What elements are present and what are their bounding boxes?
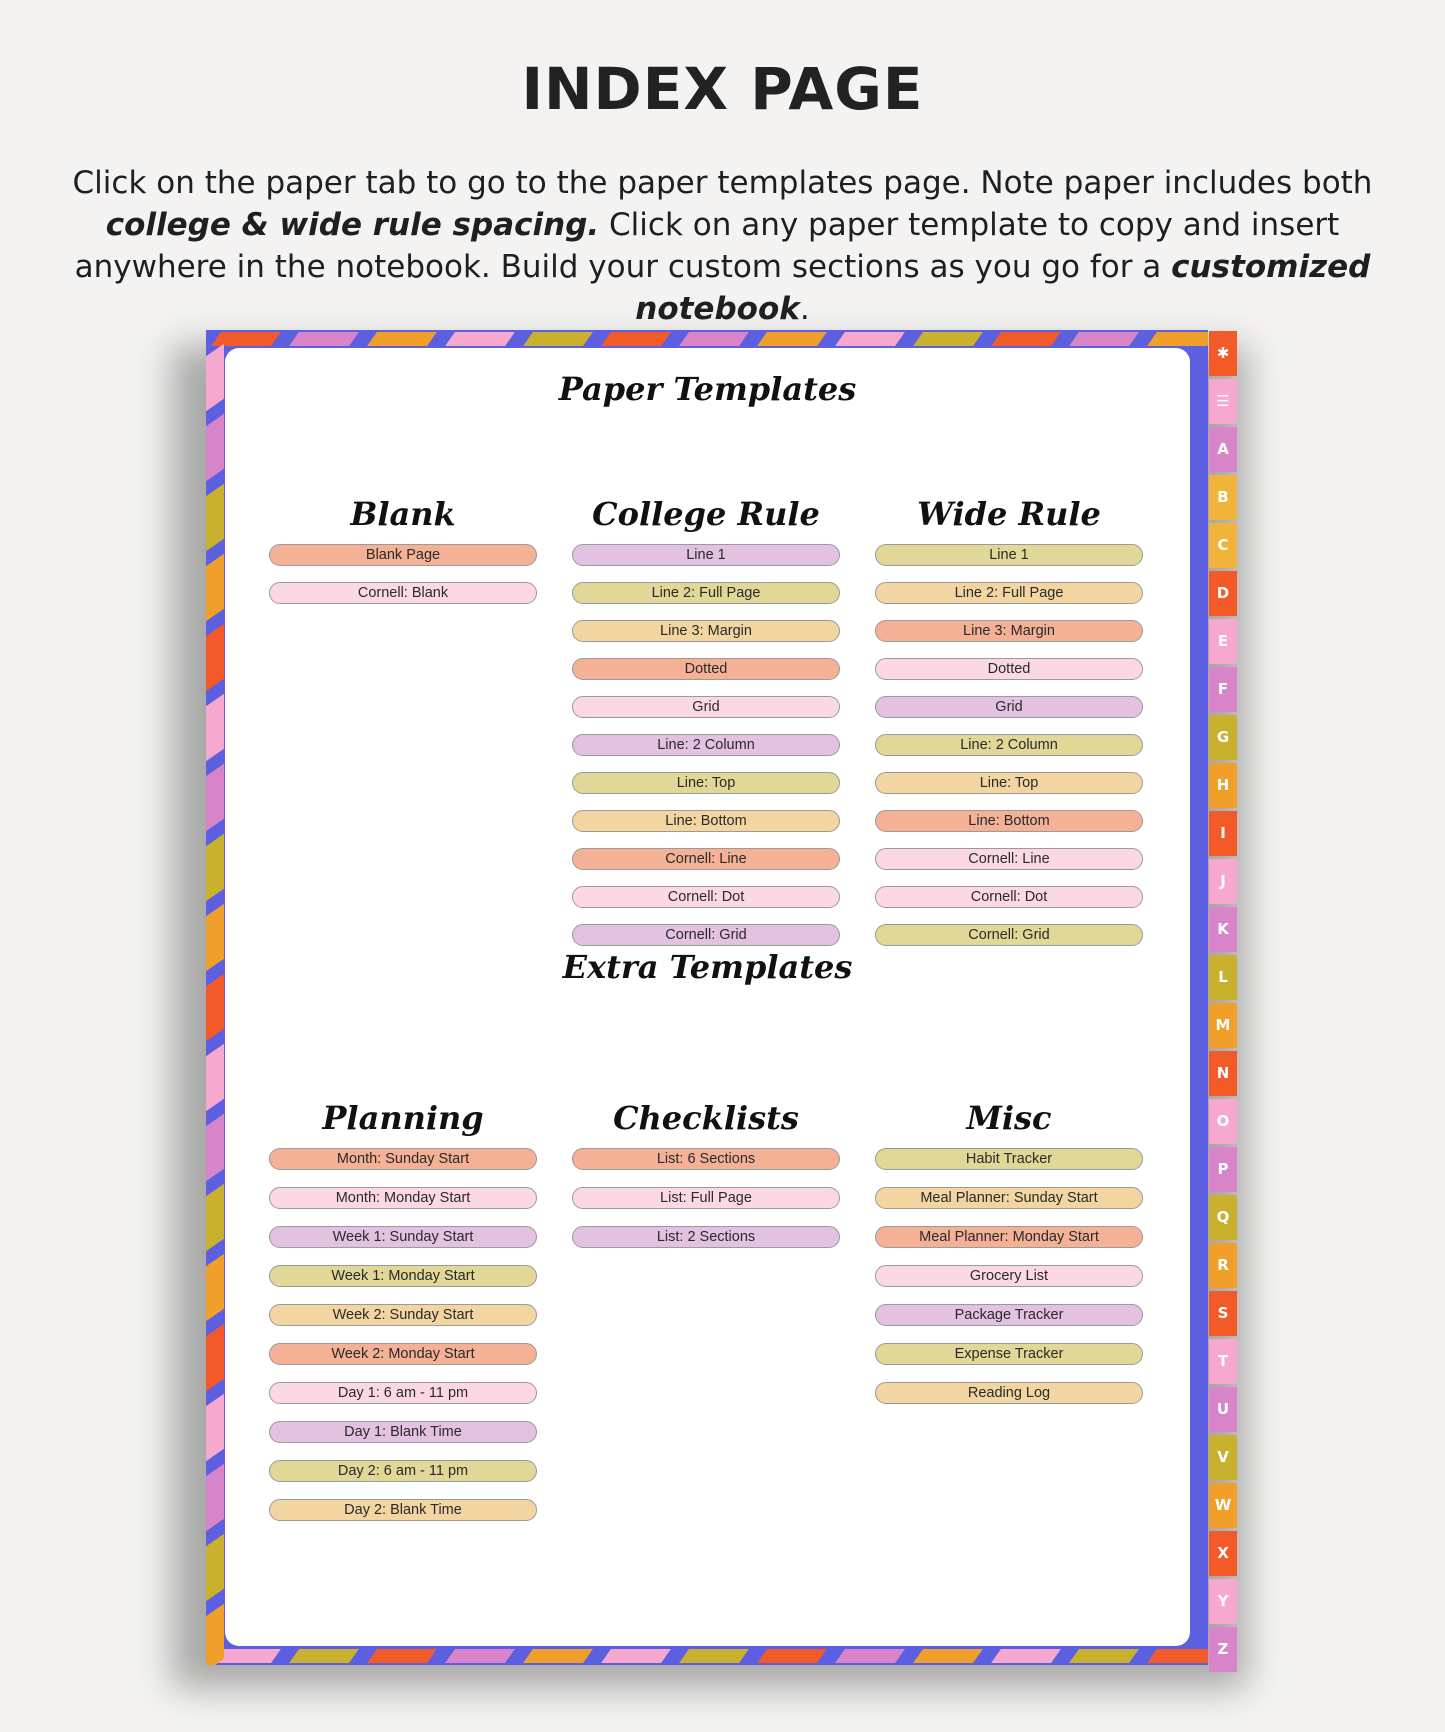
template-link[interactable]: Line 3: Margin xyxy=(875,620,1143,642)
tab-w[interactable] xyxy=(1209,1483,1237,1528)
extra_templates-column-1 xyxy=(572,1096,840,1265)
paper_templates-column-2 xyxy=(875,492,1143,962)
template-link[interactable]: Expense Tracker xyxy=(875,1343,1143,1365)
border-stripe xyxy=(206,764,224,832)
tab-o[interactable] xyxy=(1209,1099,1237,1144)
tab-label: Z xyxy=(1217,1640,1229,1658)
border-stripe xyxy=(601,332,671,346)
tab-c[interactable] xyxy=(1209,523,1237,568)
tab-v[interactable] xyxy=(1209,1435,1237,1480)
tab-a[interactable] xyxy=(1209,427,1237,472)
template-link[interactable]: Line 2: Full Page xyxy=(572,582,840,604)
border-stripe xyxy=(206,344,224,412)
template-link[interactable]: Cornell: Blank xyxy=(269,582,537,604)
extra-templates-heading: Extra Templates xyxy=(562,948,853,986)
template-link[interactable]: Package Tracker xyxy=(875,1304,1143,1326)
paper_templates-column-1 xyxy=(572,492,840,962)
template-link[interactable]: Grocery List xyxy=(875,1265,1143,1287)
border-stripe xyxy=(206,834,224,902)
border-stripe xyxy=(206,1534,224,1602)
asterisk-icon: ✱ xyxy=(1216,344,1230,362)
border-stripe xyxy=(601,1649,671,1663)
paper_templates-column-title: Wide Rule xyxy=(917,495,1101,533)
tab-label: O xyxy=(1216,1112,1230,1130)
tab-z[interactable] xyxy=(1209,1627,1237,1672)
border-stripe xyxy=(206,1604,224,1665)
tab-label: U xyxy=(1216,1400,1230,1418)
border-stripe xyxy=(445,1649,515,1663)
template-link[interactable]: Cornell: Dot xyxy=(572,886,840,908)
border-stripe xyxy=(206,1394,224,1462)
tab-j[interactable] xyxy=(1209,859,1237,904)
tab-label: K xyxy=(1217,920,1229,938)
template-link[interactable]: Dotted xyxy=(572,658,840,680)
template-link[interactable]: Dotted xyxy=(875,658,1143,680)
page-title: INDEX PAGE xyxy=(521,55,924,123)
template-link[interactable]: Month: Sunday Start xyxy=(269,1148,537,1170)
intro-text xyxy=(50,162,1395,330)
border-stripe xyxy=(289,1649,359,1663)
tab-e[interactable] xyxy=(1209,619,1237,664)
template-link[interactable]: Day 1: 6 am - 11 pm xyxy=(269,1382,537,1404)
template-link[interactable]: Line: Top xyxy=(875,772,1143,794)
tab-label: T xyxy=(1217,1352,1229,1370)
tab-b[interactable] xyxy=(1209,475,1237,520)
template-link[interactable]: Meal Planner: Monday Start xyxy=(875,1226,1143,1248)
tab-s[interactable] xyxy=(1209,1291,1237,1336)
tab-x[interactable] xyxy=(1209,1531,1237,1576)
template-link[interactable]: Habit Tracker xyxy=(875,1148,1143,1170)
tab-label: P xyxy=(1217,1160,1229,1178)
border-stripe xyxy=(991,1649,1061,1663)
template-link[interactable]: Line: Bottom xyxy=(572,810,840,832)
template-link[interactable]: Cornell: Dot xyxy=(875,886,1143,908)
template-link[interactable]: Line: Top xyxy=(572,772,840,794)
tab-label: N xyxy=(1216,1064,1230,1082)
border-stripe xyxy=(206,1114,224,1182)
border-stripe xyxy=(206,974,224,1042)
template-link[interactable]: Line 1 xyxy=(875,544,1143,566)
border-stripe xyxy=(835,1649,905,1663)
template-link[interactable]: Line: 2 Column xyxy=(572,734,840,756)
extra_templates-column-2 xyxy=(875,1096,1143,1421)
intro-text-2: Click on any paper template to copy and insert anywhere in the notebook. Build your custom sections as you go for a xyxy=(74,207,1340,285)
tab-p[interactable] xyxy=(1209,1147,1237,1192)
border-stripe xyxy=(206,624,224,692)
extra_templates-column-title: Misc xyxy=(966,1099,1052,1137)
border-stripe xyxy=(835,332,905,346)
border-stripe xyxy=(206,414,224,482)
tab-i[interactable] xyxy=(1209,811,1237,856)
paper_templates-column-0 xyxy=(269,492,537,620)
tab-label: W xyxy=(1214,1496,1232,1514)
intro-text-3: . xyxy=(799,291,810,327)
tab-u[interactable] xyxy=(1209,1387,1237,1432)
tab-m[interactable] xyxy=(1209,1003,1237,1048)
border-stripe xyxy=(1069,332,1139,346)
template-link[interactable]: List: Full Page xyxy=(572,1187,840,1209)
border-stripe xyxy=(206,1324,224,1392)
extra_templates-column-title: Checklists xyxy=(613,1099,799,1137)
border-stripe xyxy=(367,332,437,346)
border-stripe xyxy=(206,694,224,762)
border-stripe xyxy=(1147,1649,1208,1663)
tab-strip xyxy=(1209,331,1237,1675)
border-stripe xyxy=(206,904,224,972)
tab-d[interactable] xyxy=(1209,571,1237,616)
tab-label: B xyxy=(1217,488,1229,506)
border-stripe xyxy=(523,332,593,346)
tab-label: H xyxy=(1216,776,1230,794)
border-stripe xyxy=(679,332,749,346)
border-stripe xyxy=(445,332,515,346)
template-link[interactable]: Grid xyxy=(875,696,1143,718)
tab-y[interactable] xyxy=(1209,1579,1237,1624)
template-link[interactable]: Day 2: 6 am - 11 pm xyxy=(269,1460,537,1482)
border-stripe xyxy=(206,554,224,622)
tab-label: C xyxy=(1217,536,1229,554)
tab-t[interactable] xyxy=(1209,1339,1237,1384)
template-link[interactable]: Day 2: Blank Time xyxy=(269,1499,537,1521)
tab-g[interactable] xyxy=(1209,715,1237,760)
border-stripe xyxy=(757,332,827,346)
tab-label: F xyxy=(1217,680,1229,698)
border-stripe xyxy=(757,1649,827,1663)
template-link[interactable]: List: 6 Sections xyxy=(572,1148,840,1170)
border-stripe xyxy=(679,1649,749,1663)
extra_templates-column-0 xyxy=(269,1096,537,1538)
tab-h[interactable] xyxy=(1209,763,1237,808)
extra_templates-column-title: Planning xyxy=(322,1099,484,1137)
border-stripe xyxy=(913,332,983,346)
template-link[interactable]: Cornell: Line xyxy=(572,848,840,870)
template-link[interactable]: Cornell: Grid xyxy=(572,924,840,946)
border-stripe xyxy=(1069,1649,1139,1663)
template-link[interactable]: Grid xyxy=(572,696,840,718)
template-link[interactable]: Meal Planner: Sunday Start xyxy=(875,1187,1143,1209)
tab-label: R xyxy=(1217,1256,1229,1274)
border-stripe xyxy=(206,1184,224,1252)
border-stripe xyxy=(913,1649,983,1663)
border-stripe xyxy=(289,332,359,346)
template-link[interactable]: Line: 2 Column xyxy=(875,734,1143,756)
tab-f[interactable] xyxy=(1209,667,1237,712)
paper_templates-column-title: College Rule xyxy=(592,495,820,533)
template-link[interactable]: Line: Bottom xyxy=(875,810,1143,832)
template-link[interactable]: Line 3: Margin xyxy=(572,620,840,642)
paper_templates-column-title: Blank xyxy=(350,495,456,533)
tab-q[interactable] xyxy=(1209,1195,1237,1240)
border-stripe xyxy=(206,1254,224,1322)
template-link[interactable]: Line 1 xyxy=(572,544,840,566)
tab-l[interactable] xyxy=(1209,955,1237,1000)
tab-label: S xyxy=(1217,1304,1229,1322)
border-stripe xyxy=(523,1649,593,1663)
tab-r[interactable] xyxy=(1209,1243,1237,1288)
tab-label: G xyxy=(1216,728,1230,746)
tab-label: E xyxy=(1217,632,1229,650)
border-stripe xyxy=(206,1044,224,1112)
asterisk-tab[interactable] xyxy=(1209,331,1237,376)
tab-label: A xyxy=(1217,440,1229,458)
template-link[interactable]: Cornell: Line xyxy=(875,848,1143,870)
template-link[interactable]: Cornell: Grid xyxy=(875,924,1143,946)
intro-text-1: Click on the paper tab to go to the paper templates page. Note paper includes both xyxy=(72,165,1373,201)
template-link[interactable]: List: 2 Sections xyxy=(572,1226,840,1248)
template-link[interactable]: Blank Page xyxy=(269,544,537,566)
intro-bold-1: college & wide rule spacing. xyxy=(105,207,600,243)
tab-label: L xyxy=(1218,968,1228,986)
template-link[interactable]: Day 1: Blank Time xyxy=(269,1421,537,1443)
tab-k[interactable] xyxy=(1209,907,1237,952)
tab-n[interactable] xyxy=(1209,1051,1237,1096)
tab-label: X xyxy=(1217,1544,1229,1562)
border-stripe xyxy=(206,484,224,552)
border-stripe xyxy=(206,1464,224,1532)
template-link[interactable]: Line 2: Full Page xyxy=(875,582,1143,604)
tab-label: Y xyxy=(1217,1592,1229,1610)
template-link[interactable]: Reading Log xyxy=(875,1382,1143,1404)
menu-tab[interactable] xyxy=(1209,379,1237,424)
template-link[interactable]: Week 1: Sunday Start xyxy=(269,1226,537,1248)
border-stripe xyxy=(367,1649,437,1663)
tab-label: Q xyxy=(1216,1208,1230,1226)
menu-icon: ☰ xyxy=(1216,392,1230,410)
index-page xyxy=(225,348,1190,1646)
template-link[interactable]: Month: Monday Start xyxy=(269,1187,537,1209)
intro-bold-2: customized notebook xyxy=(635,249,1371,327)
tab-label: M xyxy=(1215,1016,1231,1034)
tab-label: J xyxy=(1220,872,1226,890)
template-link[interactable]: Week 2: Monday Start xyxy=(269,1343,537,1365)
border-stripe xyxy=(991,332,1061,346)
tab-label: D xyxy=(1216,584,1230,602)
paper-templates-heading: Paper Templates xyxy=(558,370,857,408)
border-stripe xyxy=(1147,332,1208,346)
tab-label: I xyxy=(1220,824,1226,842)
template-link[interactable]: Week 2: Sunday Start xyxy=(269,1304,537,1326)
template-link[interactable]: Week 1: Monday Start xyxy=(269,1265,537,1287)
tab-label: V xyxy=(1217,1448,1229,1466)
